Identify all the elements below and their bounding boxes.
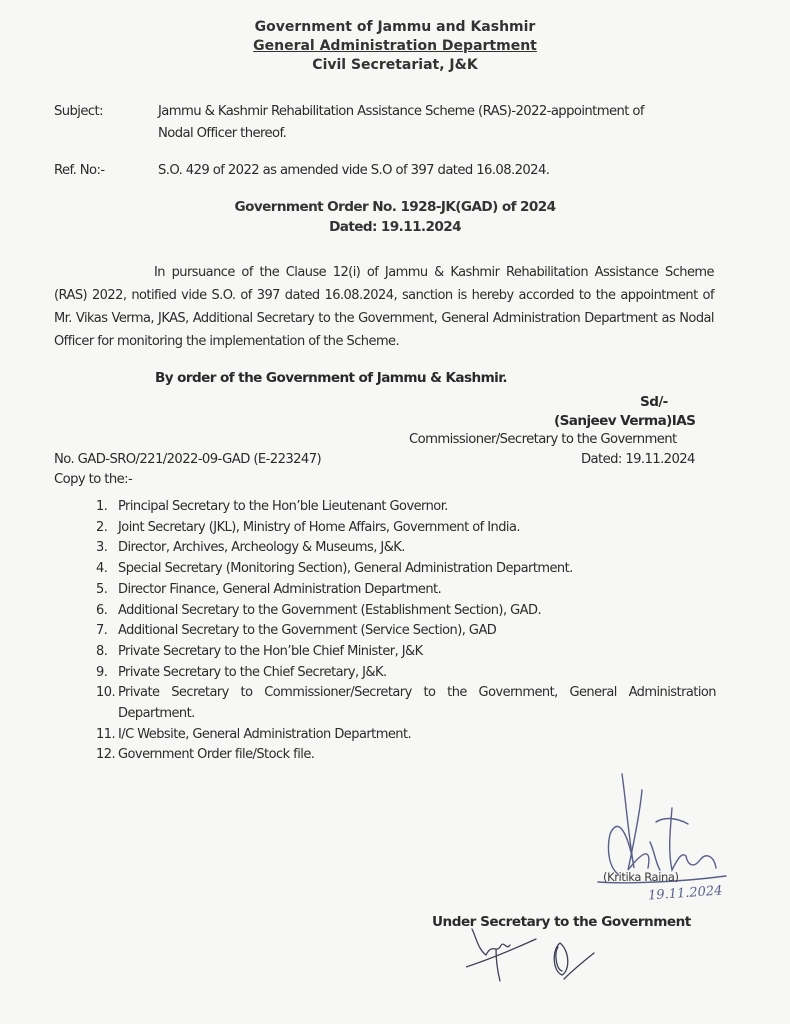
copy-to-item	[96, 642, 716, 663]
handwritten-date: 19.11.2024	[647, 883, 723, 904]
item-text: Director, Archives, Archeology & Museums, J&K.	[118, 540, 405, 556]
copy-to-item	[96, 683, 716, 724]
item-text: Additional Secretary to the Government (Establishment Section), GAD.	[118, 602, 542, 618]
item-number: 3.	[96, 540, 108, 556]
copy-to-list	[96, 497, 716, 766]
copy-to-item	[96, 725, 716, 746]
item-text: Principal Secretary to the Hon’ble Lieutenant Governor.	[118, 499, 448, 514]
signatory-dated: Dated: 19.11.2024	[581, 452, 695, 467]
item-number: 6.	[96, 602, 108, 618]
header-secretariat: Civil Secretariat, J&K	[312, 57, 478, 73]
subject-text-line1: Jammu & Kashmir Rehabilitation Assistance Scheme (RAS)-2022-appointment of	[158, 104, 644, 119]
by-order-line: By order of the Government of Jammu & Kashmir.	[155, 370, 507, 386]
item-number: 4.	[96, 561, 108, 577]
order-dated: Dated: 19.11.2024	[329, 219, 461, 235]
item-number: 8.	[96, 643, 108, 659]
signatory-name: (Sanjeev Verma)IAS	[554, 413, 696, 429]
item-number: 1.	[96, 499, 108, 514]
item-text: I/C Website, General Administration Department.	[118, 726, 412, 742]
signatory-sd: Sd/-	[640, 394, 668, 410]
copy-to-item	[96, 559, 716, 580]
copy-to-item	[96, 621, 716, 642]
item-text: Private Secretary to Commissioner/Secretary to the Government, General Administration Department.	[118, 685, 716, 722]
copy-to-item	[96, 518, 716, 539]
header-department-text: General Administration Department	[253, 38, 537, 54]
item-text: Special Secretary (Monitoring Section), General Administration Department.	[118, 561, 573, 577]
subject-text-line2: Nodal Officer thereof.	[158, 126, 287, 141]
copy-to-label: Copy to the:-	[54, 472, 133, 487]
subject-label: Subject:	[54, 104, 103, 119]
item-text: Additional Secretary to the Government (Service Section), GAD	[118, 623, 497, 639]
item-text: Government Order file/Stock file.	[118, 747, 315, 763]
copy-to-item	[96, 663, 716, 684]
header-department	[0, 38, 790, 54]
under-secretary-designation: Under Secretary to the Government	[432, 914, 691, 930]
initials-scribble-icon	[466, 925, 596, 985]
order-title: Government Order No. 1928-JK(GAD) of 2024	[234, 199, 556, 215]
item-text: Joint Secretary (JKL), Ministry of Home Affairs, Government of India.	[118, 519, 520, 535]
item-number: 7.	[96, 623, 108, 639]
copy-to-item	[96, 497, 716, 518]
under-secretary-name: (Kritika Raina)	[603, 870, 679, 884]
file-number: No. GAD-SRO/221/2022-09-GAD (E-223247)	[54, 452, 322, 467]
copy-to-item	[96, 601, 716, 622]
item-number: 2.	[96, 519, 108, 535]
item-text: Private Secretary to the Chief Secretary, J&K.	[118, 664, 387, 680]
copy-to-item	[96, 745, 716, 766]
copy-to-item	[96, 538, 716, 559]
item-text: Private Secretary to the Hon’ble Chief Minister, J&K	[118, 643, 423, 659]
header-government: Government of Jammu and Kashmir	[254, 19, 536, 35]
item-number: 9.	[96, 664, 108, 680]
reference-text: S.O. 429 of 2022 as amended vide S.O of 397 dated 16.08.2024.	[158, 163, 550, 178]
item-text: Director Finance, General Administration Department.	[118, 581, 442, 597]
item-number: 11.	[96, 726, 116, 742]
item-number: 12.	[96, 747, 116, 763]
reference-label: Ref. No:-	[54, 163, 105, 178]
copy-to-item	[96, 580, 716, 601]
item-number: 10.	[96, 685, 116, 701]
order-body-paragraph: In pursuance of the Clause 12(i) of Jammu & Kashmir Rehabilitation Assistance Scheme (RAS) 2022, notified vide S.O. of 397 dated 16.08.2024, sanction is hereby accorded to the appointment of Mr. Vikas Verma, JKAS, Additional Secretary to the Government, General Administration Department as Nodal Officer for monitoring the implementation of the Scheme.	[54, 265, 714, 349]
signatory-designation: Commissioner/Secretary to the Government	[409, 432, 677, 447]
item-number: 5.	[96, 581, 108, 597]
